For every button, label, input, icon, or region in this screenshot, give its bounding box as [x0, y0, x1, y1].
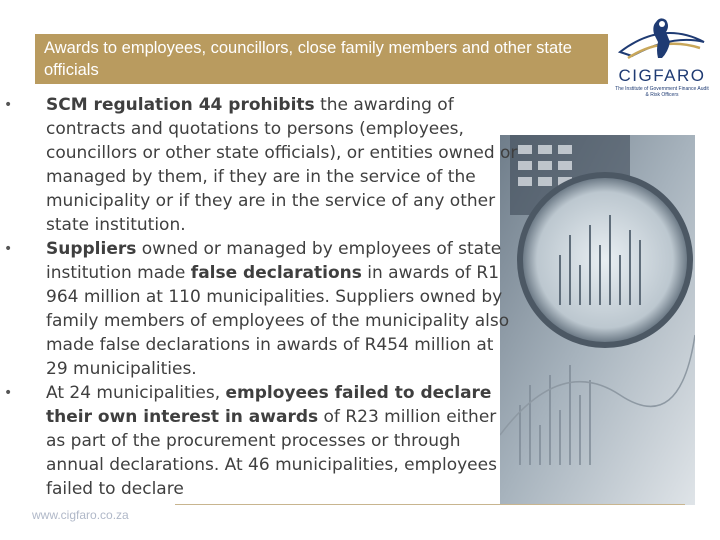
bullet-dot: •	[4, 385, 13, 401]
logo-tagline: The Institute of Government Finance Audit & Risk Officers	[615, 86, 709, 98]
bullet-suppliers	[0, 237, 520, 381]
finance-background-photo	[500, 135, 695, 505]
bullet-dot: •	[4, 97, 13, 113]
bullet-dot: •	[4, 241, 13, 257]
bullet-bold-text: Suppliers	[46, 239, 137, 259]
lion-crest-icon	[612, 12, 712, 68]
bullet-employees	[0, 381, 520, 501]
bullet-text: owned or managed by employees of state institution made	[46, 239, 502, 283]
footer-website: www.cigfaro.co.za	[32, 508, 129, 522]
cigfaro-logo	[612, 12, 712, 100]
bullet-text: the awarding of contracts and quotations to persons (employees, councillors or other state officials), or entities owned or managed by them, if they are in the service of the municipality or if they are in the service of any other state institution.	[46, 95, 518, 235]
logo-wordmark: CIGFARO	[618, 66, 706, 85]
footer-divider	[175, 504, 685, 505]
bullet-text: of R23 million either as part of the procurement processes or through annual declarations. At 46 municipalities, employees failed to declare	[46, 407, 497, 499]
bullet-scm-regulation	[0, 93, 520, 237]
bullet-list	[0, 93, 520, 501]
bullet-bold-text: employees failed to declare their own interest in awards	[46, 383, 492, 427]
bullet-bold-text: false declarations	[190, 263, 362, 283]
bullet-text: At 24 municipalities,	[46, 383, 226, 403]
slide-title-bar	[35, 34, 608, 84]
bullet-bold-text: SCM regulation 44 prohibits	[46, 95, 315, 115]
bullet-text: in awards of R1 964 million at 110 municipalities. Suppliers owned by family members of employees of the municipality also made false declarations in awards of R454 million at 29 municipalities.	[46, 263, 510, 379]
slide-title: Awards to employees, councillors, close family members and other state officials	[44, 39, 572, 79]
